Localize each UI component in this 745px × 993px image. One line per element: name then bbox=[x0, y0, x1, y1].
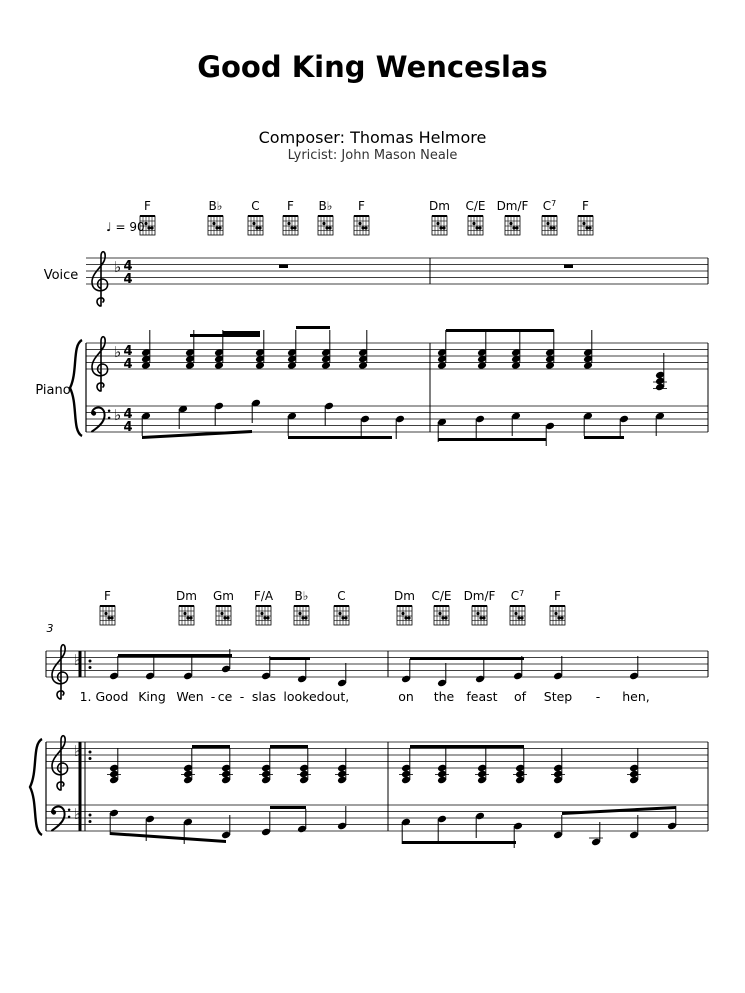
time-signature-bottom: 4 bbox=[123, 420, 133, 435]
chord-symbol: B♭ bbox=[294, 589, 309, 603]
repeat-dot bbox=[89, 757, 92, 760]
guitar-chord-diagram bbox=[354, 216, 369, 235]
chord-symbol: F bbox=[287, 199, 294, 213]
lyric-syllable: Wen bbox=[176, 689, 204, 704]
key-signature-flat: ♭ bbox=[114, 343, 122, 361]
guitar-chord-diagram bbox=[505, 216, 520, 235]
chord-symbol: Dm/F bbox=[496, 199, 529, 213]
beam bbox=[410, 745, 524, 748]
song-title: Good King Wenceslas bbox=[197, 50, 548, 84]
measure-number: 3 bbox=[46, 622, 54, 635]
whole-rest bbox=[279, 265, 288, 269]
chord-symbol: Gm bbox=[213, 589, 234, 603]
beam bbox=[223, 331, 260, 334]
guitar-chord-diagram bbox=[283, 216, 298, 235]
lyric-syllable: King bbox=[138, 689, 166, 704]
beam bbox=[118, 654, 232, 657]
time-signature-bottom: 4 bbox=[123, 357, 133, 372]
lyric-syllable: 1. Good bbox=[79, 689, 129, 704]
piano-brace bbox=[70, 340, 82, 436]
time-signature-top: 4 bbox=[123, 344, 133, 359]
lyric-syllable: - bbox=[239, 689, 245, 704]
chord-symbol: F bbox=[358, 199, 365, 213]
bass-clef bbox=[91, 408, 110, 432]
key-signature-flat: ♭ bbox=[74, 805, 82, 823]
beam bbox=[270, 657, 310, 660]
guitar-chord-diagram bbox=[472, 606, 487, 625]
beam bbox=[446, 329, 554, 332]
guitar-chord-diagram bbox=[318, 216, 333, 235]
beam bbox=[142, 430, 252, 439]
beam bbox=[562, 806, 676, 815]
time-signature-top: 4 bbox=[123, 259, 133, 274]
guitar-chord-diagram bbox=[256, 606, 271, 625]
repeat-dot bbox=[89, 660, 92, 663]
treble-clef bbox=[92, 252, 108, 306]
guitar-chord-diagram bbox=[216, 606, 231, 625]
guitar-chord-diagram bbox=[432, 216, 447, 235]
piano-brace bbox=[30, 739, 42, 835]
key-signature-flat: ♭ bbox=[114, 258, 122, 276]
key-signature-flat: ♭ bbox=[114, 406, 122, 424]
guitar-chord-diagram bbox=[179, 606, 194, 625]
lyric-syllable: of bbox=[513, 689, 527, 704]
chord-symbol: B♭ bbox=[208, 199, 223, 213]
guitar-chord-diagram bbox=[550, 606, 565, 625]
key-signature-flat: ♭ bbox=[74, 651, 82, 669]
beam bbox=[410, 657, 524, 660]
lyric-syllable: - bbox=[210, 689, 216, 704]
voice-label: Voice bbox=[43, 268, 79, 283]
treble-clef bbox=[52, 645, 68, 699]
key-signature-flat: ♭ bbox=[74, 742, 82, 760]
tempo-marking: ♩ = 90 bbox=[106, 220, 145, 234]
guitar-chord-diagram bbox=[208, 216, 223, 235]
guitar-chord-diagram bbox=[542, 216, 557, 235]
beam bbox=[438, 438, 546, 441]
chord-symbol: F/A bbox=[253, 589, 274, 603]
piano-label: Piano bbox=[35, 383, 71, 398]
beam bbox=[296, 326, 330, 329]
lyric-syllable: slas bbox=[251, 689, 277, 704]
guitar-chord-diagram bbox=[248, 216, 263, 235]
lyric-syllable: Step bbox=[543, 689, 573, 704]
lyric-syllable: feast bbox=[466, 689, 498, 704]
bass-clef bbox=[51, 807, 70, 831]
guitar-chord-diagram bbox=[578, 216, 593, 235]
guitar-chord-diagram bbox=[334, 606, 349, 625]
lyric-syllable: - bbox=[595, 689, 601, 704]
treble-clef bbox=[92, 337, 108, 391]
beam bbox=[192, 745, 230, 748]
beam bbox=[270, 806, 306, 809]
repeat-dot bbox=[89, 751, 92, 754]
lyricist-credit: Lyricist: John Mason Neale bbox=[287, 148, 458, 163]
guitar-chord-diagram bbox=[397, 606, 412, 625]
chord-symbol: F bbox=[144, 199, 151, 213]
composer-credit: Composer: Thomas Helmore bbox=[258, 128, 487, 147]
beam bbox=[288, 436, 392, 439]
chord-symbol: B♭ bbox=[318, 199, 333, 213]
beam bbox=[110, 832, 226, 843]
guitar-chord-diagram bbox=[100, 606, 115, 625]
chord-symbol: F bbox=[582, 199, 589, 213]
beam bbox=[402, 841, 516, 844]
lyric-syllable: the bbox=[433, 689, 455, 704]
guitar-chord-diagram bbox=[510, 606, 525, 625]
chord-symbol: Dm bbox=[429, 199, 450, 213]
chord-symbol: C/E bbox=[431, 589, 452, 603]
time-signature-bottom: 4 bbox=[123, 272, 133, 287]
chord-symbol: Dm bbox=[176, 589, 197, 603]
chord-symbol: C bbox=[337, 589, 346, 603]
repeat-dot bbox=[89, 666, 92, 669]
beam bbox=[190, 334, 260, 337]
chord-symbol: $C^7$ bbox=[542, 198, 557, 213]
beam bbox=[584, 436, 624, 439]
chord-symbol: Dm bbox=[394, 589, 415, 603]
chord-symbol: C/E bbox=[465, 199, 486, 213]
guitar-chord-diagram bbox=[434, 606, 449, 625]
lyric-syllable: out, bbox=[324, 689, 350, 704]
chord-symbol: F bbox=[554, 589, 561, 603]
guitar-chord-diagram bbox=[294, 606, 309, 625]
treble-clef bbox=[52, 736, 68, 790]
lyric-syllable: ce bbox=[217, 689, 233, 704]
whole-rest bbox=[564, 265, 573, 269]
lyric-syllable: looked bbox=[283, 689, 325, 704]
repeat-dot bbox=[89, 820, 92, 823]
chord-symbol: $C^7$ bbox=[510, 588, 525, 603]
repeat-dot bbox=[89, 814, 92, 817]
chord-symbol: C bbox=[251, 199, 260, 213]
chord-symbol: F bbox=[104, 589, 111, 603]
guitar-chord-diagram bbox=[468, 216, 483, 235]
lyric-syllable: on bbox=[398, 689, 414, 704]
beam bbox=[270, 745, 308, 748]
time-signature-top: 4 bbox=[123, 407, 133, 422]
lyric-syllable: hen, bbox=[622, 689, 650, 704]
chord-symbol: Dm/F bbox=[463, 589, 496, 603]
